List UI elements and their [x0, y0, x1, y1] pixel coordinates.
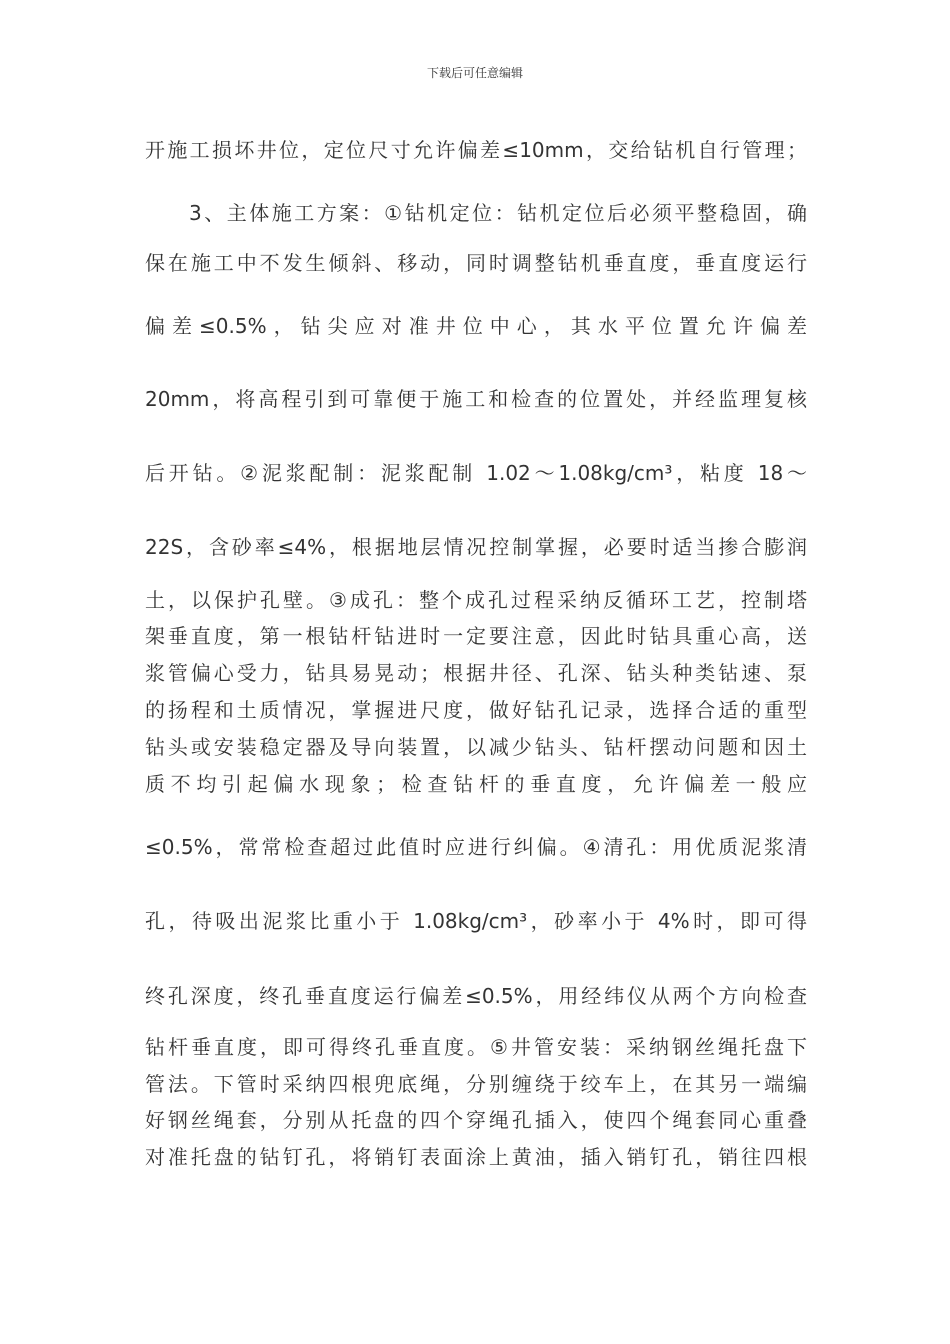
body-line-1: 开施工损坏井位，定位尺寸允许偏差≤10mm，交给钻机自行管理； [145, 138, 807, 162]
body-line-18: 管法。下管时采纳四根兜底绳，分别缠绕于绞车上，在其另一端编 [145, 1072, 807, 1096]
body-line-4: 偏差≤0.5%，钻尖应对准井位中心，其水平位置允许偏差 [145, 314, 807, 338]
body-line-5: 20mm，将高程引到可靠便于施工和检查的位置处，并经监理复核 [145, 387, 807, 411]
body-line-6: 后开钻。②泥浆配制：泥浆配制 1.02～1.08kg/cm³，粘度 18～ [145, 461, 807, 485]
body-line-14: ≤0.5%，常常检查超过此值时应进行纠偏。④清孔：用优质泥浆清 [145, 835, 807, 859]
body-line-13: 质不均引起偏水现象；检查钻杆的垂直度，允许偏差一般应 [145, 772, 807, 796]
body-line-9: 架垂直度，第一根钻杆钻进时一定要注意，因此时钻具重心高，送 [145, 624, 807, 648]
body-line-17: 钻杆垂直度，即可得终孔垂直度。⑤井管安装：采纳钢丝绳托盘下 [145, 1035, 807, 1059]
body-line-10: 浆管偏心受力，钻具易晃动；根据井径、孔深、钻头种类钻速、泵 [145, 661, 807, 685]
page-header: 下载后可任意编辑 [426, 66, 523, 80]
body-line-2: 3、主体施工方案：①钻机定位：钻机定位后必须平整稳固，确 [189, 201, 807, 225]
body-line-19: 好钢丝绳套，分别从托盘的四个穿绳孔插入，使四个绳套同心重叠 [145, 1108, 807, 1132]
body-line-12: 钻头或安装稳定器及导向装置，以减少钻头、钻杆摆动问题和因土 [145, 735, 807, 759]
body-line-20: 对准托盘的钻钉孔，将销钉表面涂上黄油，插入销钉孔，销往四根 [145, 1145, 807, 1169]
body-line-11: 的扬程和土质情况，掌握进尺度，做好钻孔记录，选择合适的重型 [145, 698, 807, 722]
body-line-8: 土，以保护孔壁。③成孔：整个成孔过程采纳反循环工艺，控制塔 [145, 588, 807, 612]
body-line-7: 22S，含砂率≤4%，根据地层情况控制掌握，必要时适当掺合膨润 [145, 535, 807, 559]
body-line-15: 孔，待吸出泥浆比重小于 1.08kg/cm³，砂率小于 4%时，即可得 [145, 909, 807, 933]
body-line-3: 保在施工中不发生倾斜、移动，同时调整钻机垂直度，垂直度运行 [145, 251, 807, 275]
body-line-16: 终孔深度，终孔垂直度运行偏差≤0.5%，用经纬仪从两个方向检查 [145, 984, 807, 1008]
